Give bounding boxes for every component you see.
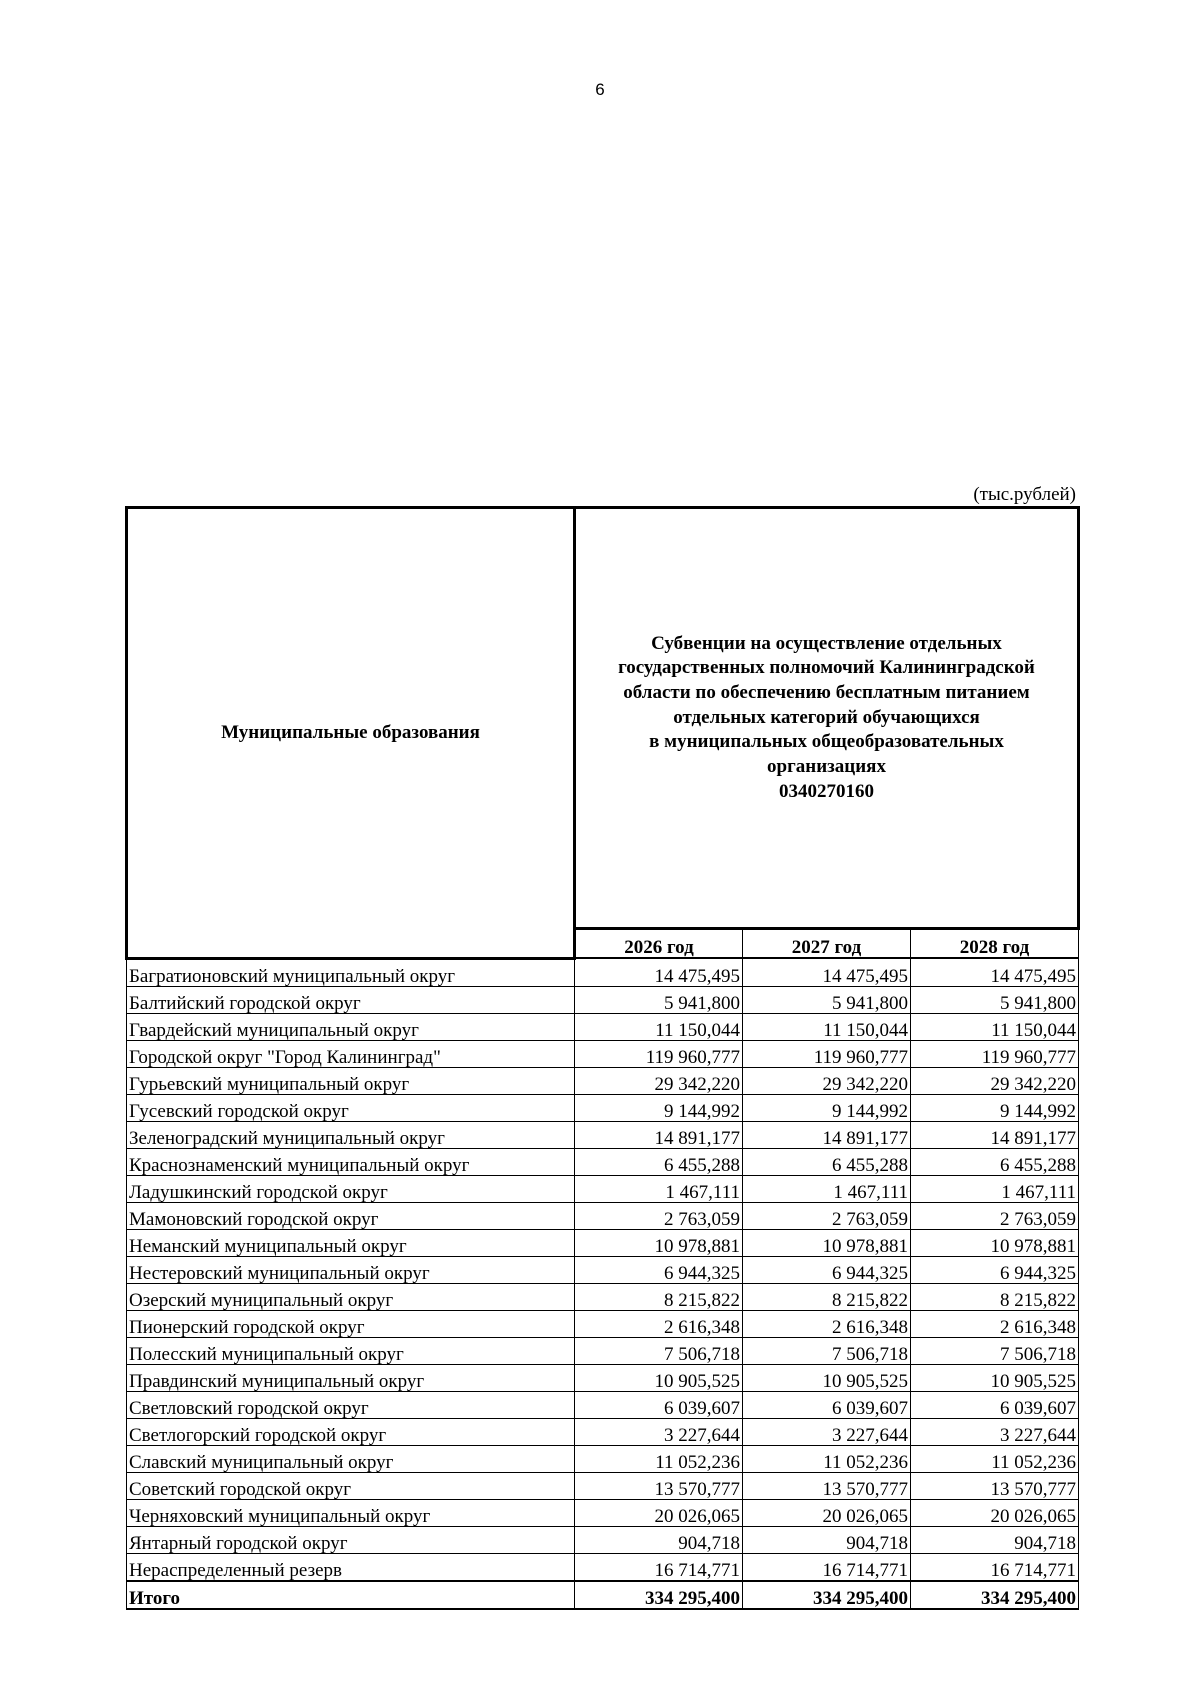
table-row: [127, 1310, 1079, 1337]
value-2027: 20 026,065: [743, 1499, 911, 1526]
subsidies-table: [125, 506, 1080, 1610]
budget-code: 0340270160: [779, 780, 874, 802]
value-2028: 11 150,044: [911, 1013, 1079, 1040]
value-2026: 904,718: [575, 1526, 743, 1553]
page-number: 6: [595, 80, 605, 99]
value-2026: 14 475,495: [575, 958, 743, 986]
value-2026: 6 944,325: [575, 1256, 743, 1283]
value-2028: 3 227,644: [911, 1418, 1079, 1445]
value-2028: 2 616,348: [911, 1310, 1079, 1337]
municipality-name: Полесский муниципальный округ: [127, 1337, 575, 1364]
table-row: [127, 1094, 1079, 1121]
value-2026: 3 227,644: [575, 1418, 743, 1445]
municipality-name: Правдинский муниципальный округ: [127, 1364, 575, 1391]
table-row: [127, 1013, 1079, 1040]
municipality-name: Неманский муниципальный округ: [127, 1229, 575, 1256]
value-2027: 6 039,607: [743, 1391, 911, 1418]
value-2028: 16 714,771: [911, 1553, 1079, 1581]
value-2026: 20 026,065: [575, 1499, 743, 1526]
value-2028: 119 960,777: [911, 1040, 1079, 1067]
value-2028: 13 570,777: [911, 1472, 1079, 1499]
value-2026: 5 941,800: [575, 986, 743, 1013]
value-2027: 7 506,718: [743, 1337, 911, 1364]
value-2026: 2 763,059: [575, 1202, 743, 1229]
table-row: [127, 1283, 1079, 1310]
municipality-name: Нераспределенный резерв: [127, 1553, 575, 1581]
value-2028: 6 455,288: [911, 1148, 1079, 1175]
value-2027: 29 342,220: [743, 1067, 911, 1094]
value-2026: 16 714,771: [575, 1553, 743, 1581]
value-2027: 10 905,525: [743, 1364, 911, 1391]
value-2027: 11 150,044: [743, 1013, 911, 1040]
municipality-name: Городской округ "Город Калининград": [127, 1040, 575, 1067]
table-row: [127, 1472, 1079, 1499]
municipality-name: Озерский муниципальный округ: [127, 1283, 575, 1310]
year-header-2028: 2028 год: [911, 929, 1079, 959]
value-2028: 6 944,325: [911, 1256, 1079, 1283]
value-2028: 10 905,525: [911, 1364, 1079, 1391]
table-row: [127, 1256, 1079, 1283]
value-2026: 11 052,236: [575, 1445, 743, 1472]
value-2027: 14 475,495: [743, 958, 911, 986]
value-2026: 29 342,220: [575, 1067, 743, 1094]
value-2026: 2 616,348: [575, 1310, 743, 1337]
value-2027: 9 144,992: [743, 1094, 911, 1121]
year-header-2027: 2027 год: [743, 929, 911, 959]
value-2027: 3 227,644: [743, 1418, 911, 1445]
description-line: государственных полномочий Калининградской: [618, 657, 1035, 679]
value-2026: 10 978,881: [575, 1229, 743, 1256]
municipality-name: Зеленоградский муниципальный округ: [127, 1121, 575, 1148]
year-header-2026: 2026 год: [575, 929, 743, 959]
municipality-name: Славский муниципальный округ: [127, 1445, 575, 1472]
table-row: [127, 1040, 1079, 1067]
value-2027: 119 960,777: [743, 1040, 911, 1067]
table-row: [127, 1067, 1079, 1094]
total-value-2028: 334 295,400: [911, 1581, 1079, 1609]
value-2026: 119 960,777: [575, 1040, 743, 1067]
table-row: [127, 1229, 1079, 1256]
table-row: [127, 986, 1079, 1013]
municipality-name: Ладушкинский городской округ: [127, 1175, 575, 1202]
value-2027: 13 570,777: [743, 1472, 911, 1499]
value-2026: 13 570,777: [575, 1472, 743, 1499]
value-2028: 1 467,111: [911, 1175, 1079, 1202]
value-2026: 6 455,288: [575, 1148, 743, 1175]
total-value-2026: 334 295,400: [575, 1581, 743, 1609]
units-label: (тыс.рублей): [973, 484, 1076, 505]
value-2028: 10 978,881: [911, 1229, 1079, 1256]
value-2027: 6 944,325: [743, 1256, 911, 1283]
value-2026: 8 215,822: [575, 1283, 743, 1310]
municipality-name: Мамоновский городской округ: [127, 1202, 575, 1229]
municipality-name: Нестеровский муниципальный округ: [127, 1256, 575, 1283]
value-2028: 20 026,065: [911, 1499, 1079, 1526]
municipality-name: Гвардейский муниципальный округ: [127, 1013, 575, 1040]
value-2027: 16 714,771: [743, 1553, 911, 1581]
municipality-name: Гусевский городской округ: [127, 1094, 575, 1121]
value-2027: 8 215,822: [743, 1283, 911, 1310]
municipality-name: Светловский городской округ: [127, 1391, 575, 1418]
value-2027: 5 941,800: [743, 986, 911, 1013]
value-2026: 14 891,177: [575, 1121, 743, 1148]
value-2027: 2 616,348: [743, 1310, 911, 1337]
table-row: [127, 1337, 1079, 1364]
value-2027: 904,718: [743, 1526, 911, 1553]
municipality-name: Черняховский муниципальный округ: [127, 1499, 575, 1526]
municipality-column-header: Муниципальные образования: [127, 508, 575, 959]
table-row: [127, 958, 1079, 986]
description-line: области по обеспечению бесплатным питанием: [623, 681, 1030, 703]
value-2027: 10 978,881: [743, 1229, 911, 1256]
value-2027: 14 891,177: [743, 1121, 911, 1148]
table-body: [127, 958, 1079, 1609]
value-2028: 6 039,607: [911, 1391, 1079, 1418]
municipality-name: Светлогорский городской округ: [127, 1418, 575, 1445]
municipality-name: Краснознаменский муниципальный округ: [127, 1148, 575, 1175]
total-label: Итого: [127, 1581, 575, 1609]
value-2028: 7 506,718: [911, 1337, 1079, 1364]
table-row: [127, 1526, 1079, 1553]
value-2028: 14 891,177: [911, 1121, 1079, 1148]
total-row: [127, 1581, 1079, 1609]
description-line: Субвенции на осуществление отдельных: [651, 632, 1002, 654]
table-row: [127, 1391, 1079, 1418]
value-2026: 6 039,607: [575, 1391, 743, 1418]
municipality-name: Багратионовский муниципальный округ: [127, 958, 575, 986]
value-2026: 11 150,044: [575, 1013, 743, 1040]
table-row: [127, 1175, 1079, 1202]
value-2028: 11 052,236: [911, 1445, 1079, 1472]
table-row: [127, 1364, 1079, 1391]
value-2027: 6 455,288: [743, 1148, 911, 1175]
value-2027: 11 052,236: [743, 1445, 911, 1472]
value-2026: 1 467,111: [575, 1175, 743, 1202]
municipality-name: Янтарный городской округ: [127, 1526, 575, 1553]
value-2028: 904,718: [911, 1526, 1079, 1553]
value-2028: 2 763,059: [911, 1202, 1079, 1229]
value-2028: 5 941,800: [911, 986, 1079, 1013]
value-2028: 14 475,495: [911, 958, 1079, 986]
table-row: [127, 1499, 1079, 1526]
value-2026: 7 506,718: [575, 1337, 743, 1364]
total-value-2027: 334 295,400: [743, 1581, 911, 1609]
value-2026: 10 905,525: [575, 1364, 743, 1391]
value-2027: 1 467,111: [743, 1175, 911, 1202]
table-row: [127, 1553, 1079, 1581]
value-2028: 29 342,220: [911, 1067, 1079, 1094]
table-row: [127, 1148, 1079, 1175]
municipality-name: Советский городской округ: [127, 1472, 575, 1499]
value-2028: 8 215,822: [911, 1283, 1079, 1310]
municipality-name: Гурьевский муниципальный округ: [127, 1067, 575, 1094]
table-row: [127, 1121, 1079, 1148]
municipality-name: Балтийский городской округ: [127, 986, 575, 1013]
table-header-row: [127, 508, 1079, 929]
table-row: [127, 1202, 1079, 1229]
table-row: [127, 1445, 1079, 1472]
description-line: организациях: [767, 756, 886, 778]
value-2027: 2 763,059: [743, 1202, 911, 1229]
value-2028: 9 144,992: [911, 1094, 1079, 1121]
table-row: [127, 1418, 1079, 1445]
subsidy-description-header: [575, 508, 1079, 929]
municipality-name: Пионерский городской округ: [127, 1310, 575, 1337]
description-line: отдельных категорий обучающихся: [673, 706, 980, 728]
description-line: в муниципальных общеобразовательных: [649, 731, 1004, 753]
value-2026: 9 144,992: [575, 1094, 743, 1121]
